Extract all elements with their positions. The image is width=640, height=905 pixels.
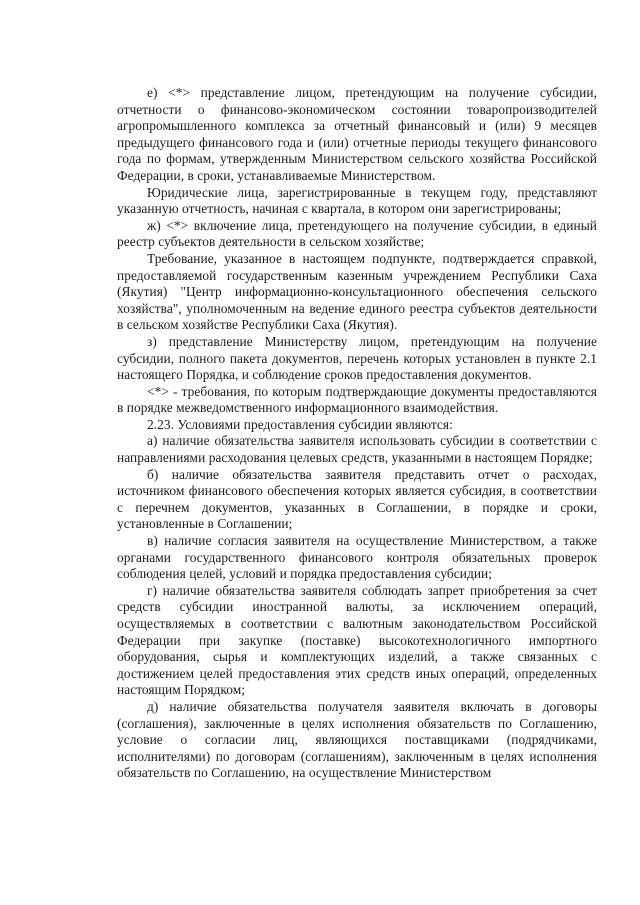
paragraph-requirement-confirmation: Требование, указанное в настоящем подпункте, подтверждается справкой, предоставляемой государственным казенным учреждением Республики Саха (Якутия) "Центр информационно-консультационного обеспечения сельского хозяйства", уполномоченным на ведение единого реестра субъектов деятельности в сельском хозяйстве Республики Саха (Якутия).: [117, 250, 597, 333]
paragraph-e-reporting: е) <*> представление лицом, претендующим на получение субсидии, отчетности о финансово-экономическом состоянии товаропроизводителей агропромышленного комплекса за отчетный финансовый и (или) 9 месяцев предыдущего финансового года и (или) отчетные периоды текущего финансового года по формам, утвержденным Министерством сельского хозяйства Российской Федерации, в сроки, устанавливаемые Министерством.: [117, 85, 597, 183]
paragraph-d-contracts: д) наличие обязательства получателя заявителя включать в договоры (соглашения), заключенные в целях исполнения обязательств по Соглашению, условие о согласии лиц, являющихся поставщиками (подрядчиками, исполнителями) по договорам (соглашениям), заключенным в целях исполнения обязательств по Соглашению, на осуществление Министерством: [117, 698, 597, 781]
paragraph-z-documents: з) представление Министерству лицом, претендующим на получение субсидии, полного пакета документов, перечень которых установлен в пункте 2.1 настоящего Порядка, и соблюдение сроков предоставления документов.: [117, 333, 597, 383]
paragraph-zh-registry: ж) <*> включение лица, претендующего на получение субсидии, в единый реестр субъектов деятельности в сельском хозяйстве;: [117, 217, 597, 250]
paragraph-b-report: б) наличие обязательства заявителя представить отчет о расходах, источником финансового обеспечения которых является субсидия, в соответствии с перечнем документов, указанных в Соглашении, в порядке и сроки, установленные в Соглашении;: [117, 466, 597, 532]
paragraph-footnote-interagency: <*> - требования, по которым подтверждающие документы предоставляются в порядке межведомственного информационного взаимодействия.: [117, 383, 597, 416]
paragraph-2-23-heading: 2.23. Условиями предоставления субсидии являются:: [147, 416, 453, 432]
document-page: [117, 85, 597, 782]
paragraph-legal-entities: Юридические лица, зарегистрированные в текущем году, представляют указанную отчетность, начиная с квартала, в котором они зарегистрированы;: [117, 184, 597, 217]
paragraph-g-currency: г) наличие обязательства заявителя соблюдать запрет приобретения за счет средств субсидии иностранной валюты, за исключением операций, осуществляемых в соответствии с валютным законодательством Российской Федерации при закупке (поставке) высокотехнологичного импортного оборудования, сырья и комплектующих изделий, а также связанных с достижением целей предоставления этих средств иных операций, определенных настоящим Порядком;: [117, 582, 597, 698]
paragraph-a-use-subsidy: а) наличие обязательства заявителя использовать субсидии в соответствии с направлениями расходования целевых средств, указанными в настоящем Порядке;: [117, 433, 597, 466]
paragraph-v-consent: в) наличие согласия заявителя на осуществление Министерством, а также органами государственного финансового контроля обязательных проверок соблюдения целей, условий и порядка предоставления субсидии;: [117, 533, 597, 582]
